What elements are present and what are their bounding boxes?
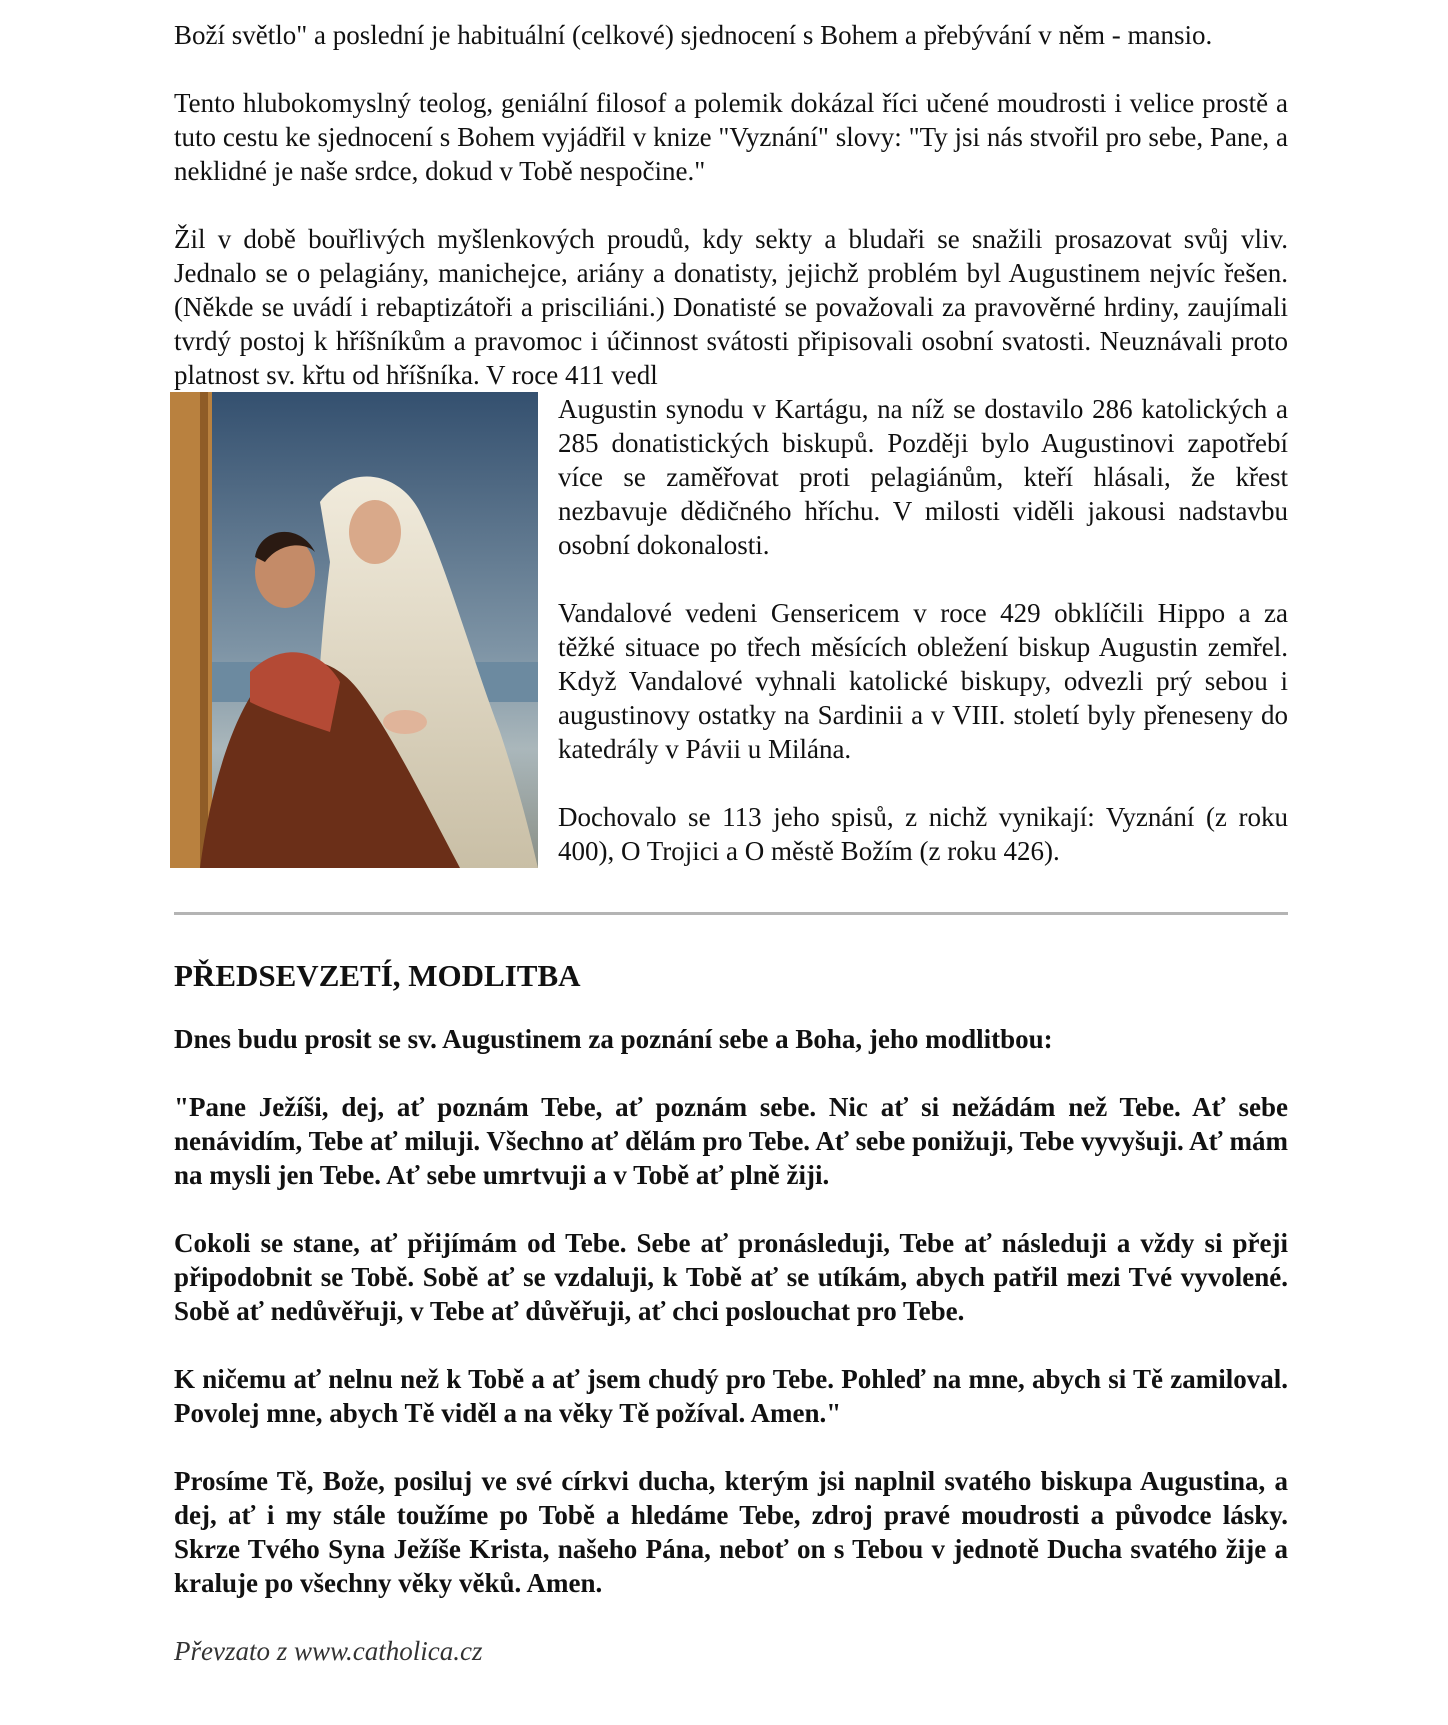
collect-prayer: Prosíme Tě, Bože, posiluj ve své církvi ducha, kterým jsi naplnil svatého biskupa Augustina, a dej, ať i my stále toužíme po Tobě a hledáme Tebe, zdroj pravé moudrosti a původce lásky. Skrze Tvého Syna Ježíše Krista, našeho Pána, neboť on s Tebou v jednotě Ducha svatého žije a kraluje po všechny věky věků. Amen. bbox=[174, 1466, 1288, 1598]
paragraph-intro: Boží světlo" a poslední je habituální (celkové) sjednocení s Bohem a přebývání v něm - mansio. bbox=[174, 20, 1213, 50]
prayer-paragraph-3: K ničemu ať nelnu než k Tobě a ať jsem chudý pro Tebe. Pohleď na mne, abych si Tě zamiloval. Povolej mne, abych Tě viděl a na věky Tě požíval. Amen." bbox=[174, 1364, 1288, 1428]
prayer-paragraph-2: Cokoli se stane, ať přijímám od Tebe. Sebe ať pronásleduji, Tebe ať následuji a vždy si přeji připodobnit se Tobě. Sobě ať se vzdaluji, k Tobě ať se utíkám, abych patřil mezi Tvé vyvolené. Sobě ať nedůvěřuji, v Tebe ať důvěřuji, ať chci poslouchat pro Tebe. bbox=[174, 1228, 1288, 1326]
paragraph-synod: Augustin synodu v Kartágu, na níž se dostavilo 286 katolických a 285 donatistických biskupů. Později bylo Augustinovi zapotřebí více se zaměřovat proti pelagiánům, kteří hlásali, že křest nezbavuje dědičného hříchu. V milosti viděli jakousi nadstavbu osobní dokonalosti. bbox=[558, 394, 1288, 560]
augustine-monica-painting bbox=[170, 392, 538, 868]
painting-image bbox=[170, 392, 538, 868]
paragraph-sects: Žil v době bouřlivých myšlenkových proudů, kdy sekty a bludaři se snažili prosazovat svůj vliv. Jednalo se o pelagiány, manichejce, ariány a donatisty, jejichž problém byl Augustinem nejvíc řešen. (Někde se uvádí i rebaptizátoři a prisciliáni.) Donatisté se považovali za pravověrné hrdiny, zaujímali tvrdý postoj k hříšníkům a pravomoc i účinnost svátosti připisovali osobní svatosti. Neuznávali proto platnost sv. křtu od hříšníka. V roce 411 vedl bbox=[174, 224, 1288, 390]
painting-text-block bbox=[174, 392, 1288, 868]
source-line: Převzato z www.catholica.cz bbox=[174, 1636, 483, 1666]
prayer-paragraph-1: "Pane Ježíši, dej, ať poznám Tebe, ať poznám sebe. Nic ať si nežádám než Tebe. Ať sebe nenávidím, Tebe ať miluji. Všechno ať dělám pro Tebe. Ať sebe ponižuji, Tebe vyvyšuji. Ať mám na mysli jen Tebe. Ať sebe umrtvuji a v Tobě ať plně žiji. bbox=[174, 1092, 1288, 1190]
prayer-intro: Dnes budu prosit se sv. Augustinem za poznání sebe a Boha, jeho modlitbou: bbox=[174, 1024, 1053, 1054]
document-page bbox=[174, 18, 1288, 1668]
section-heading: PŘEDSEVZETÍ, MODLITBA bbox=[174, 958, 581, 993]
paragraph-writings: Dochovalo se 113 jeho spisů, z nichž vynikají: Vyznání (z roku 400), O Trojici a O městě Božím (z roku 426). bbox=[558, 802, 1288, 866]
paragraph-theologian: Tento hlubokomyslný teolog, geniální filosof a polemik dokázal říci učené moudrosti i velice prostě a tuto cestu ke sjednocení s Bohem vyjádřil v knize "Vyznání" slovy: "Ty jsi nás stvořil pro sebe, Pane, a neklidné je naše srdce, dokud v Tobě nespočine." bbox=[174, 88, 1288, 186]
paragraph-vandals: Vandalové vedeni Gensericem v roce 429 obklíčili Hippo a za těžké situace po třech měsících obležení biskup Augustin zemřel. Když Vandalové vyhnali katolické biskupy, odvezli prý sebou i augustinovy ostatky na Sardinii a v VIII. století byly přeneseny do katedrály v Pávii u Milána. bbox=[558, 598, 1288, 764]
